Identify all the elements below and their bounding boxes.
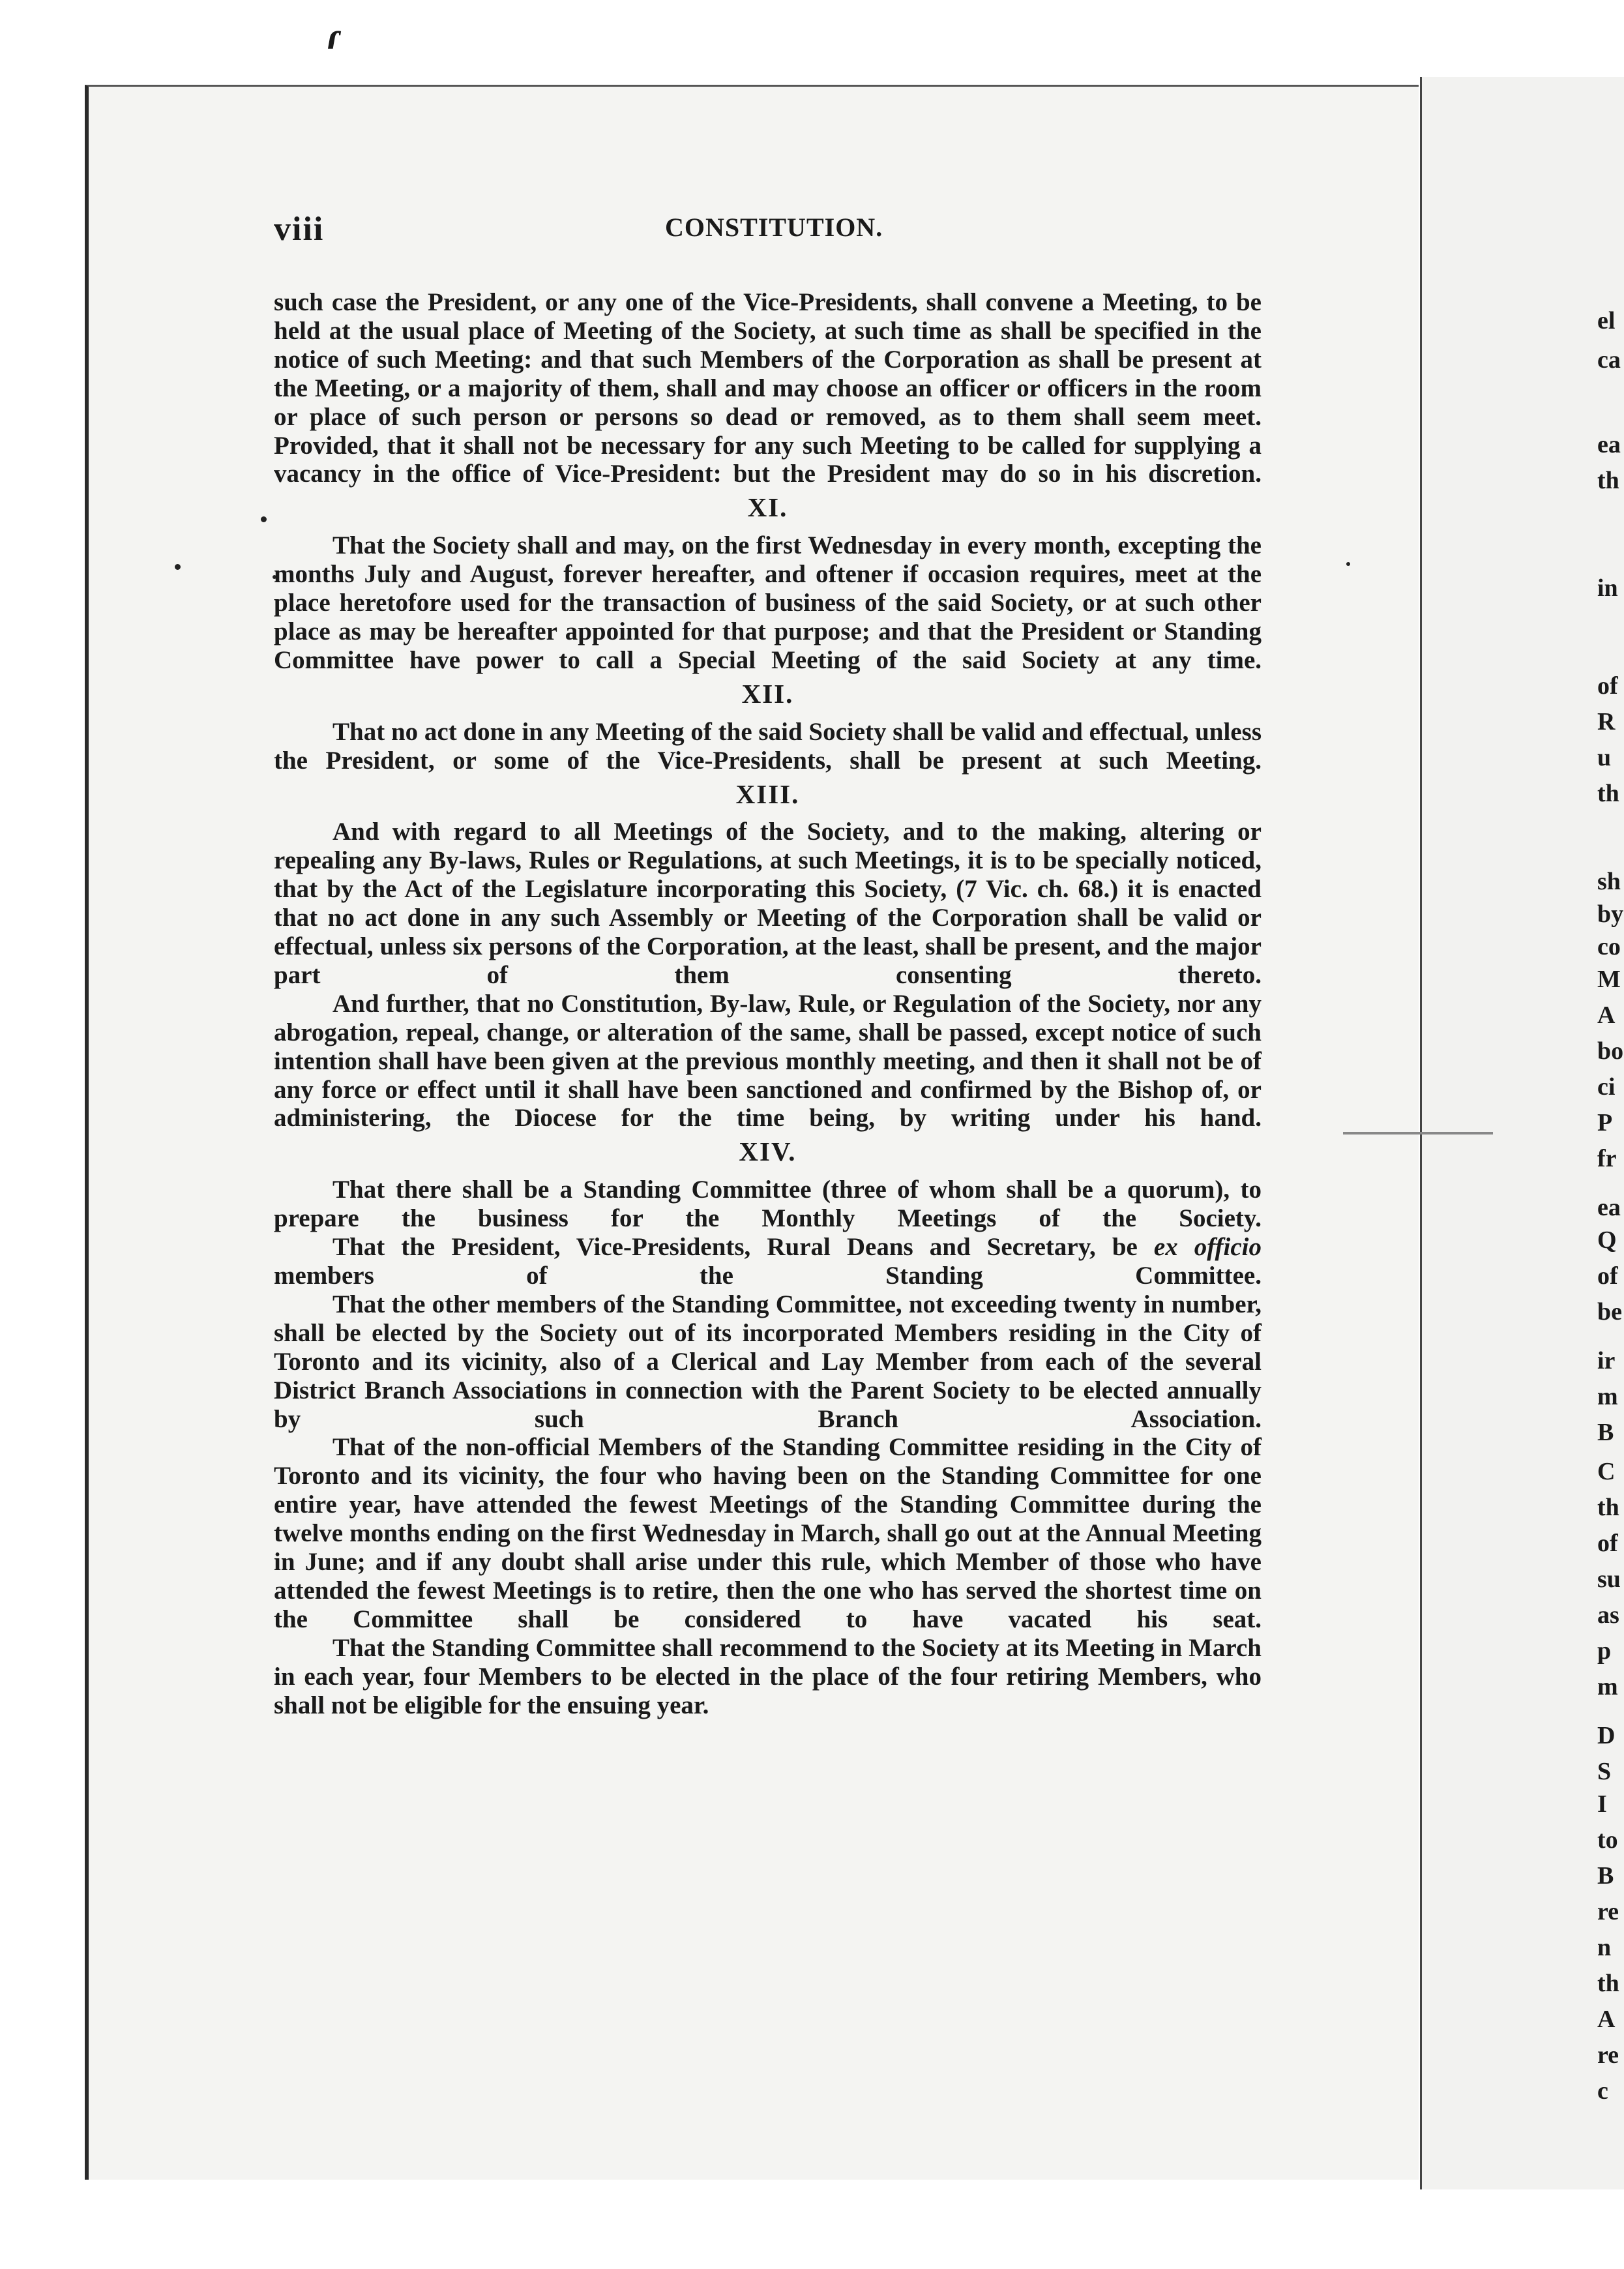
stray-dot [261, 516, 267, 522]
text-run: That the President, Vice-Presidents, Rural Deans and Secretary, be [332, 1233, 1154, 1262]
facing-page-fragment: ci [1597, 1073, 1616, 1101]
facing-page-fragment: ca [1597, 346, 1621, 374]
facing-page-fragment: c [1597, 2077, 1608, 2105]
facing-page-fragment: by [1597, 900, 1624, 928]
facing-page-fragment: M [1597, 966, 1621, 993]
paragraph-xiv-d: That of the non-official Members of the Standing Committee residing in the City of Toronto and its vicinity, the four who having been on the Standing Committee for one entire year, have attended the fewest Meetings of the Standing Committee during the twelve months ending on the first Wednesday in March, shall go out at the Annual Meeting in June; and if any doubt shall arise under this rule, which Member of those who have attended the fewest Meetings is to retire, then the one who has served the shortest time on the Committee shall be considered to have vacated his seat. [274, 1433, 1262, 1633]
facing-page-fragment: sh [1597, 868, 1621, 895]
facing-page-fragment: th [1597, 1494, 1619, 1521]
page-number: viii [274, 211, 325, 248]
facing-page-fragment: P [1597, 1109, 1613, 1136]
facing-page-fragment: u [1597, 744, 1612, 771]
facing-page-fragment: B [1597, 1419, 1614, 1446]
paragraph-xiv-e: That the Standing Committee shall recommend to the Society at its Meeting in March in each year, four Members to be elected in the place of the four retiring Members, who shall not be eligible for the ensuing year. [274, 1633, 1262, 1719]
facing-page-fragment: p [1597, 1637, 1612, 1665]
facing-page-fragment: ea [1597, 1194, 1621, 1221]
facing-page-fragment: co [1597, 933, 1621, 960]
facing-page-fragment: su [1597, 1565, 1621, 1593]
facing-page-fragment: n [1597, 1934, 1612, 1961]
facing-page-fragment: C [1597, 1458, 1616, 1485]
section-heading-xiii: XIII. [735, 779, 800, 809]
facing-page-fragment: re [1597, 2041, 1619, 2069]
paragraph-xiv-c: That the other members of the Standing Committee, not exceeding twenty in number, shall be elected by the Society out of its incorporated Members residing in the City of Toronto and its vicinity, also of a Clerical and Lay Member from each of the several District Branch Associations in connection with the Parent Society to be elected annually by such Branch Association. [274, 1290, 1262, 1433]
stray-dot [175, 564, 181, 570]
facing-page-fragment: B [1597, 1862, 1614, 1890]
running-head: CONSTITUTION. [665, 213, 883, 242]
facing-page-fragment: A [1597, 1001, 1616, 1029]
paragraph-xiii-b: And further, that no Constitution, By-law, Rule, or Regulation of the Society, nor any abrogation, repeal, change, or alteration of the same, shall be passed, except notice of such intention shall have been given at the previous monthly meeting, and then it shall not be of any force or effect until it shall have been sanctioned and confirmed by the Bishop of, or administering, the Diocese for the time being, by writing under his hand. [274, 989, 1262, 1133]
facing-page-fragment: be [1597, 1298, 1622, 1326]
section-heading-xiv: XIV. [739, 1136, 797, 1167]
stray-dot [1346, 562, 1350, 566]
facing-page-fragment: bo [1597, 1037, 1624, 1065]
facing-page-fragment: m [1597, 1383, 1618, 1410]
facing-page-fragment: of [1597, 672, 1618, 700]
section-heading-xi: XI. [747, 492, 788, 523]
facing-page-fragment: I [1597, 1790, 1607, 1818]
facing-page-fragment: th [1597, 467, 1619, 494]
facing-page-fragment: of [1597, 1530, 1618, 1557]
facing-page-fragment: R [1597, 708, 1616, 735]
text-run: members of the Standing Committee. [274, 1262, 1262, 1290]
facing-page-fragment: Q [1597, 1226, 1617, 1254]
facing-page-fragment: el [1597, 307, 1616, 334]
stray-mark-top: ɾ [326, 15, 342, 57]
facing-page-fragment: ea [1597, 431, 1621, 458]
facing-page-fragment: fr [1597, 1145, 1617, 1172]
page-edge-mark [1343, 1132, 1493, 1134]
facing-page-fragment: of [1597, 1262, 1618, 1290]
paragraph-continued: such case the President, or any one of the Vice-Presidents, shall convene a Meeting, to be held at the usual place of Meeting of the Society, at such time as shall be specified in the notice of such Meeting: and that such Members of the Corporation as shall be present at the Meeting, or a majority of them, shall and may choose an officer or officers in the room or place of such person or persons so dead or removed, as to them shall seem meet. Provided, that it shall not be necessary for any such Meeting to be called for supplying a vacancy in the office of Vice-President: but the President may do so in his discretion. [274, 288, 1262, 488]
section-heading-xii: XII. [741, 678, 794, 709]
facing-page-fragment: th [1597, 1970, 1619, 1997]
italic-text: ex officio [1153, 1233, 1262, 1262]
facing-page-fragment: S [1597, 1758, 1612, 1785]
paragraph-xiii-a: And with regard to all Meetings of the Society, and to the making, altering or repealing any By-laws, Rules or Regulations, at such Meetings, it is to be specially noticed, that by the Act of the Legislature incorporating this Society, (7 Vic. ch. 68.) it is enacted that no act done in any such Assembly or Meeting of the Corporation shall be valid or effectual, unless six persons of the Corporation, at the least, shall be present, and the major part of them consenting thereto. [274, 818, 1262, 989]
paragraph-xi: That the Society shall and may, on the first Wednesday in every month, excepting the months July and August, forever hereafter, and oftener if occasion requires, meet at the place heretofore used for the transaction of business of the said Society, or at such other place as may be hereafter appointed for that purpose; and that the President or Standing Committee have power to call a Special Meeting of the said Society at any time. [274, 531, 1262, 674]
facing-page-fragment: re [1597, 1898, 1619, 1925]
facing-page-fragment: in [1597, 574, 1618, 602]
facing-page-fragment: to [1597, 1826, 1618, 1854]
facing-page-fragment: A [1597, 2006, 1616, 2033]
paragraph-xiv-a: That there shall be a Standing Committee (three of whom shall be a quorum), to prepare the business for the Monthly Meetings of the Society. [274, 1176, 1262, 1233]
body-text [274, 288, 1262, 1720]
facing-page-fragment: ir [1597, 1347, 1616, 1374]
facing-page-fragment: as [1597, 1601, 1619, 1629]
paragraph-xiv-b [274, 1233, 1262, 1290]
facing-page-fragment: D [1597, 1722, 1616, 1749]
facing-page-fragment: m [1597, 1673, 1618, 1700]
paragraph-xii: That no act done in any Meeting of the said Society shall be valid and effectual, unless the President, or some of the Vice-Presidents, shall be present at such Meeting. [274, 717, 1262, 775]
facing-page-fragment: th [1597, 780, 1619, 807]
